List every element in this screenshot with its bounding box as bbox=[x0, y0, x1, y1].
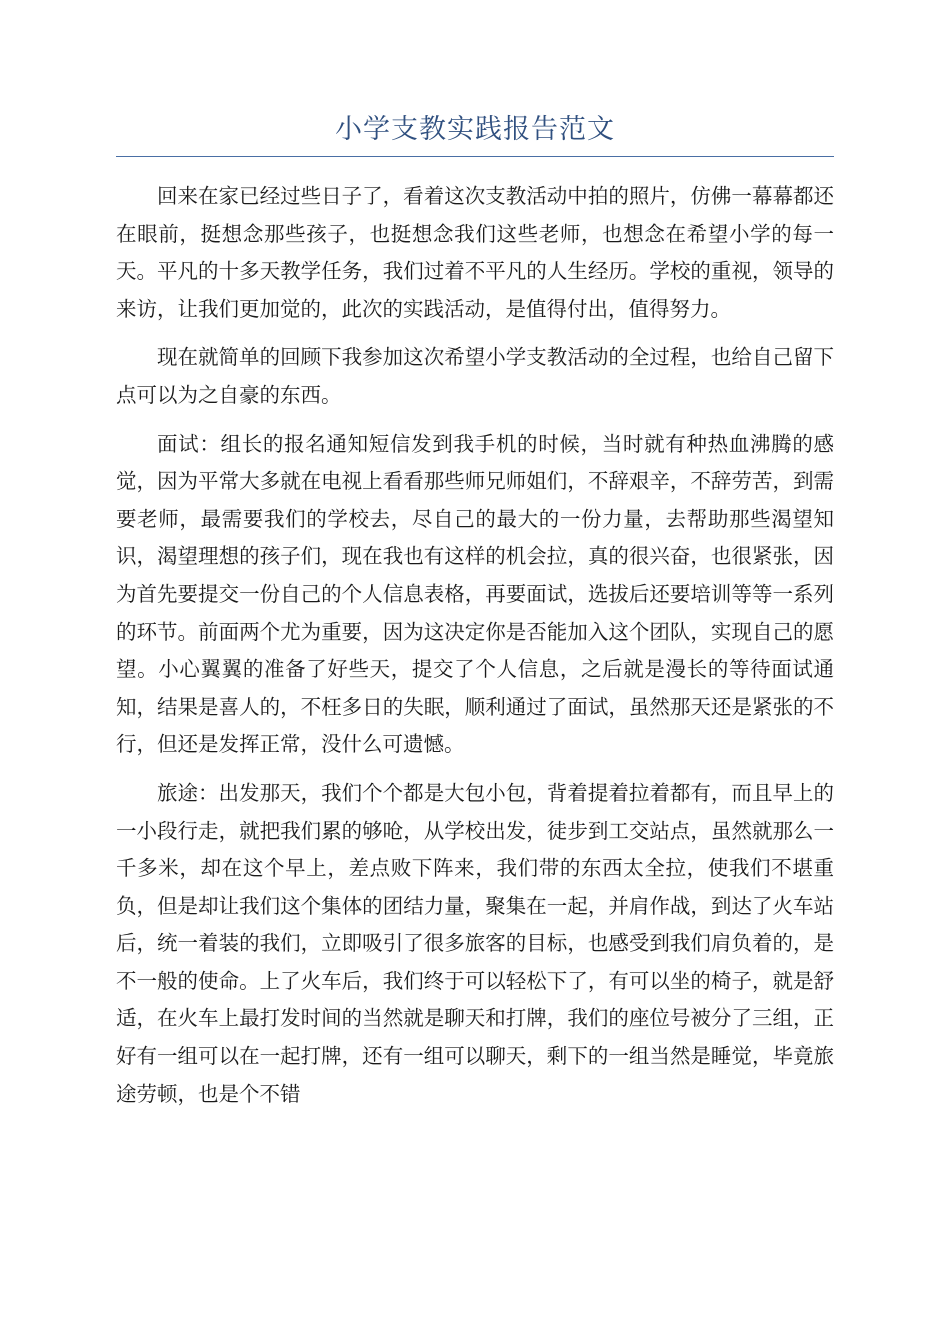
paragraph-review: 现在就简单的回顾下我参加这次希望小学支教活动的全过程，也给自己留下点可以为之自豪的东西。 bbox=[116, 345, 834, 407]
document-body bbox=[116, 178, 834, 1124]
paragraph-journey: 旅途：出发那天，我们个个都是大包小包，背着提着拉着都有，而且早上的一小段行走，就把我们累的够呛，从学校出发，徒步到工交站点，虽然就那么一千多米，却在这个早上，差点败下阵来，我们带的东西太全拉，使我们不堪重负，但是却让我们这个集体的团结力量，聚集在一起，并肩作战，到达了火车站后，统一着装的我们，立即吸引了很多旅客的目标，也感受到我们肩负着的，是不一般的使命。上了火车后，我们终于可以轻松下了，有可以坐的椅子，就是舒适，在火车上最打发时间的当然就是聊天和打牌，我们的座位号被分了三组，正好有一组可以在一起打牌，还有一组可以聊天，剩下的一组当然是睡觉，毕竟旅途劳顿，也是个不错 bbox=[116, 780, 834, 1106]
paragraph-interview: 面试：组长的报名通知短信发到我手机的时候，当时就有种热血沸腾的感觉，因为平常大多就在电视上看看那些师兄师姐们，不辞艰辛，不辞劳苦，到需要老师，最需要我们的学校去，尽自己的最大的一份力量，去帮助那些渴望知识，渴望理想的孩子们，现在我也有这样的机会拉，真的很兴奋，也很紧张，因为首先要提交一份自己的个人信息表格，再要面试，选拔后还要培训等等一系列的环节。前面两个尤为重要，因为这决定你是否能加入这个团队，实现自己的愿望。小心翼翼的准备了好些天，提交了个人信息，之后就是漫长的等待面试通知，结果是喜人的，不枉多日的失眠，顺利通过了面试，虽然那天还是紧张的不行，但还是发挥正常，没什么可遗憾。 bbox=[116, 431, 834, 757]
page-title: 小学支教实践报告范文 bbox=[335, 114, 615, 145]
paragraph-intro: 回来在家已经过些日子了，看着这次支教活动中拍的照片，仿佛一幕幕都还在眼前，挺想念那些孩子，也挺想念我们这些老师，也想念在希望小学的每一天。平凡的十多天教学任务，我们过着不平凡的人生经历。学校的重视，领导的来访，让我们更加觉的，此次的实践活动，是值得付出，值得努力。 bbox=[116, 184, 834, 321]
title-block bbox=[116, 108, 834, 157]
